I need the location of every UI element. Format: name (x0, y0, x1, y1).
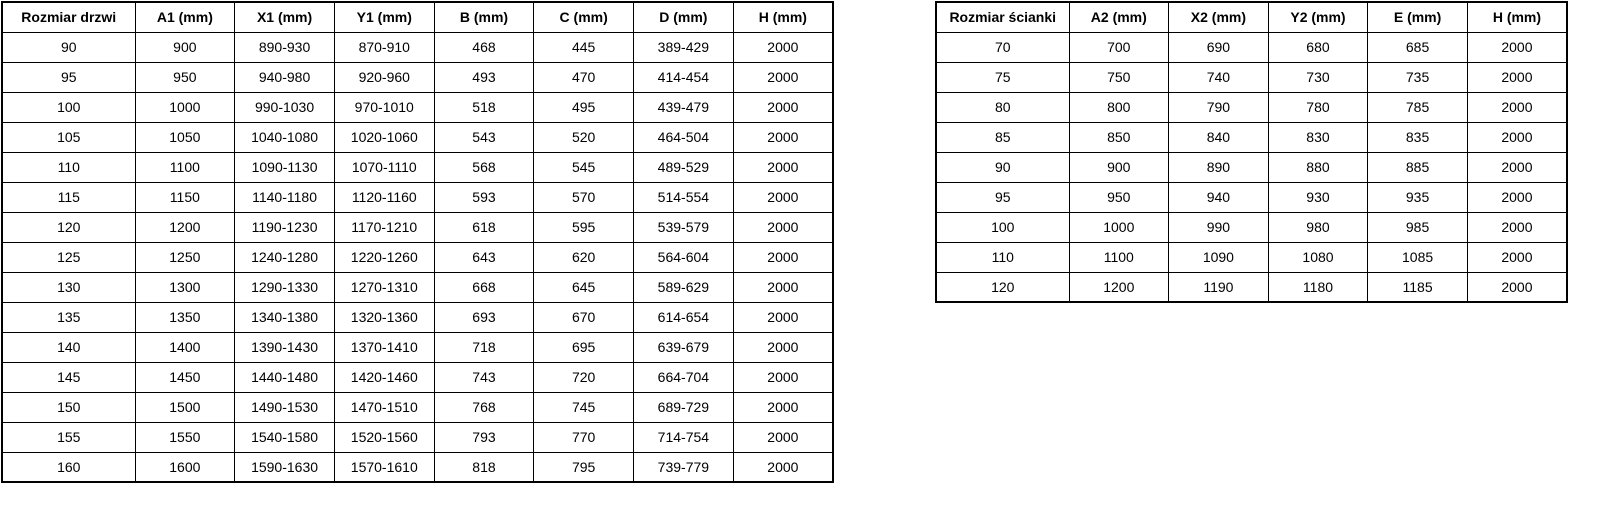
table-cell: 2000 (733, 362, 833, 392)
table-cell: 570 (534, 182, 634, 212)
table-row (2, 242, 833, 272)
table-row (2, 92, 833, 122)
table-row (936, 152, 1567, 182)
table-cell: 1270-1310 (334, 272, 434, 302)
table-cell: 489-529 (634, 152, 734, 182)
table-row (2, 182, 833, 212)
table-cell: 830 (1268, 122, 1368, 152)
table-cell: 2000 (1467, 92, 1567, 122)
table-cell: 495 (534, 92, 634, 122)
column-header: X2 (mm) (1169, 2, 1269, 32)
table-cell: 2000 (1467, 32, 1567, 62)
table-cell: 1570-1610 (334, 452, 434, 482)
table-cell: 735 (1368, 62, 1468, 92)
table-cell: 770 (534, 422, 634, 452)
table-cell: 1390-1430 (235, 332, 335, 362)
table-cell: 2000 (733, 62, 833, 92)
table-cell: 835 (1368, 122, 1468, 152)
table-cell: 493 (434, 62, 534, 92)
table-cell: 870-910 (334, 32, 434, 62)
table-cell: 743 (434, 362, 534, 392)
table-cell: 690 (1169, 32, 1269, 62)
table-row (936, 182, 1567, 212)
table-cell: 85 (936, 122, 1069, 152)
table-cell: 1320-1360 (334, 302, 434, 332)
table-cell: 2000 (733, 152, 833, 182)
table-cell: 685 (1368, 32, 1468, 62)
table-cell: 90 (2, 32, 135, 62)
table-cell: 790 (1169, 92, 1269, 122)
table-cell: 125 (2, 242, 135, 272)
table-cell: 2000 (733, 182, 833, 212)
table-cell: 990 (1169, 212, 1269, 242)
table-cell: 95 (2, 62, 135, 92)
table-cell: 110 (2, 152, 135, 182)
table-cell: 564-604 (634, 242, 734, 272)
column-header: Rozmiar ścianki (936, 2, 1069, 32)
header-row (936, 2, 1567, 32)
table-cell: 2000 (733, 302, 833, 332)
table-cell: 445 (534, 32, 634, 62)
table-cell: 130 (2, 272, 135, 302)
table-row (2, 212, 833, 242)
table-cell: 2000 (733, 272, 833, 302)
table-cell: 750 (1069, 62, 1169, 92)
table-cell: 2000 (1467, 152, 1567, 182)
column-header: X1 (mm) (235, 2, 335, 32)
table-row (2, 32, 833, 62)
column-header: H (mm) (1467, 2, 1567, 32)
table-cell: 1090-1130 (235, 152, 335, 182)
table-cell: 1250 (135, 242, 235, 272)
table-cell: 1090 (1169, 242, 1269, 272)
table-cell: 990-1030 (235, 92, 335, 122)
table-cell: 720 (534, 362, 634, 392)
table-cell: 718 (434, 332, 534, 362)
table-cell: 150 (2, 392, 135, 422)
table-cell: 1000 (1069, 212, 1169, 242)
table-cell: 1490-1530 (235, 392, 335, 422)
table-cell: 2000 (733, 92, 833, 122)
column-header: Y2 (mm) (1268, 2, 1368, 32)
table-cell: 514-554 (634, 182, 734, 212)
table-cell: 1520-1560 (334, 422, 434, 452)
table-cell: 950 (1069, 182, 1169, 212)
table-cell: 414-454 (634, 62, 734, 92)
table-cell: 1420-1460 (334, 362, 434, 392)
table-cell: 2000 (1467, 212, 1567, 242)
table-cell: 543 (434, 122, 534, 152)
table-row (936, 92, 1567, 122)
table-cell: 2000 (733, 422, 833, 452)
table-cell: 1470-1510 (334, 392, 434, 422)
table-cell: 920-960 (334, 62, 434, 92)
table-cell: 1190 (1169, 272, 1269, 302)
table-cell: 1000 (135, 92, 235, 122)
table-cell: 1540-1580 (235, 422, 335, 452)
table-cell: 2000 (1467, 272, 1567, 302)
table-cell: 620 (534, 242, 634, 272)
table-cell: 840 (1169, 122, 1269, 152)
table-cell: 793 (434, 422, 534, 452)
table-cell: 1300 (135, 272, 235, 302)
table-cell: 1370-1410 (334, 332, 434, 362)
table-cell: 2000 (733, 332, 833, 362)
table-cell: 589-629 (634, 272, 734, 302)
table-cell: 1220-1260 (334, 242, 434, 272)
table-cell: 70 (936, 32, 1069, 62)
table-cell: 614-654 (634, 302, 734, 332)
column-header: E (mm) (1368, 2, 1468, 32)
table-cell: 739-779 (634, 452, 734, 482)
table-cell: 1440-1480 (235, 362, 335, 392)
table-cell: 1200 (1069, 272, 1169, 302)
table-cell: 689-729 (634, 392, 734, 422)
table-row (2, 392, 833, 422)
column-header: Rozmiar drzwi (2, 2, 135, 32)
column-header: Y1 (mm) (334, 2, 434, 32)
table-cell: 1080 (1268, 242, 1368, 272)
table-cell: 850 (1069, 122, 1169, 152)
table-cell: 2000 (733, 452, 833, 482)
table-cell: 670 (534, 302, 634, 332)
table-cell: 464-504 (634, 122, 734, 152)
table-cell: 785 (1368, 92, 1468, 122)
table-cell: 1590-1630 (235, 452, 335, 482)
table-cell: 2000 (733, 32, 833, 62)
table-cell: 595 (534, 212, 634, 242)
table-cell: 2000 (1467, 62, 1567, 92)
table-cell: 950 (135, 62, 235, 92)
table-cell: 2000 (733, 212, 833, 242)
table-cell: 1100 (1069, 242, 1169, 272)
table-cell: 940-980 (235, 62, 335, 92)
table-cell: 80 (936, 92, 1069, 122)
table-cell: 1200 (135, 212, 235, 242)
table-cell: 95 (936, 182, 1069, 212)
column-header: D (mm) (634, 2, 734, 32)
table-cell: 90 (936, 152, 1069, 182)
table-row (936, 32, 1567, 62)
table-cell: 1070-1110 (334, 152, 434, 182)
table-row (936, 122, 1567, 152)
table-cell: 900 (135, 32, 235, 62)
table-cell: 520 (534, 122, 634, 152)
table-cell: 618 (434, 212, 534, 242)
table-cell: 2000 (733, 392, 833, 422)
table-cell: 539-579 (634, 212, 734, 242)
table-cell: 439-479 (634, 92, 734, 122)
table-cell: 639-679 (634, 332, 734, 362)
table-cell: 1240-1280 (235, 242, 335, 272)
table-row (2, 302, 833, 332)
table-cell: 100 (2, 92, 135, 122)
column-header: C (mm) (534, 2, 634, 32)
table-cell: 695 (534, 332, 634, 362)
table-cell: 1150 (135, 182, 235, 212)
table-row (2, 152, 833, 182)
table-cell: 120 (936, 272, 1069, 302)
column-header: B (mm) (434, 2, 534, 32)
table-row (936, 272, 1567, 302)
table-cell: 1040-1080 (235, 122, 335, 152)
table-row (936, 242, 1567, 272)
table-cell: 155 (2, 422, 135, 452)
door-size-table (1, 1, 834, 483)
table-cell: 1340-1380 (235, 302, 335, 332)
table-cell: 970-1010 (334, 92, 434, 122)
table-cell: 389-429 (634, 32, 734, 62)
table-cell: 593 (434, 182, 534, 212)
table-cell: 880 (1268, 152, 1368, 182)
table-cell: 568 (434, 152, 534, 182)
column-header: A2 (mm) (1069, 2, 1169, 32)
table-cell: 643 (434, 242, 534, 272)
table-cell: 745 (534, 392, 634, 422)
table-row (2, 272, 833, 302)
table-cell: 160 (2, 452, 135, 482)
table-cell: 1500 (135, 392, 235, 422)
table-row (2, 332, 833, 362)
table-cell: 1050 (135, 122, 235, 152)
table-cell: 105 (2, 122, 135, 152)
table-cell: 470 (534, 62, 634, 92)
column-header: A1 (mm) (135, 2, 235, 32)
table-cell: 935 (1368, 182, 1468, 212)
table-cell: 545 (534, 152, 634, 182)
table-cell: 110 (936, 242, 1069, 272)
wall-size-table (935, 1, 1568, 303)
table-cell: 2000 (1467, 242, 1567, 272)
table-cell: 1020-1060 (334, 122, 434, 152)
table-cell: 135 (2, 302, 135, 332)
table-cell: 1140-1180 (235, 182, 335, 212)
table-cell: 1185 (1368, 272, 1468, 302)
table-cell: 1450 (135, 362, 235, 392)
table-cell: 818 (434, 452, 534, 482)
table-cell: 795 (534, 452, 634, 482)
table-cell: 1190-1230 (235, 212, 335, 242)
table-row (2, 452, 833, 482)
table-cell: 900 (1069, 152, 1169, 182)
table-row (2, 362, 833, 392)
table-cell: 740 (1169, 62, 1269, 92)
table-cell: 980 (1268, 212, 1368, 242)
table-cell: 890-930 (235, 32, 335, 62)
table-row (2, 122, 833, 152)
table-cell: 468 (434, 32, 534, 62)
table-cell: 700 (1069, 32, 1169, 62)
table-cell: 1180 (1268, 272, 1368, 302)
table-cell: 800 (1069, 92, 1169, 122)
table-row (936, 212, 1567, 242)
table-cell: 780 (1268, 92, 1368, 122)
table-row (2, 422, 833, 452)
table-cell: 714-754 (634, 422, 734, 452)
table-cell: 1100 (135, 152, 235, 182)
table-cell: 645 (534, 272, 634, 302)
header-row (2, 2, 833, 32)
table-cell: 1350 (135, 302, 235, 332)
table-cell: 985 (1368, 212, 1468, 242)
table-cell: 1170-1210 (334, 212, 434, 242)
table-cell: 75 (936, 62, 1069, 92)
table-cell: 693 (434, 302, 534, 332)
table-cell: 885 (1368, 152, 1468, 182)
table-cell: 1290-1330 (235, 272, 335, 302)
table-cell: 2000 (733, 122, 833, 152)
table-cell: 664-704 (634, 362, 734, 392)
table-cell: 680 (1268, 32, 1368, 62)
table-row (936, 62, 1567, 92)
column-header: H (mm) (733, 2, 833, 32)
table-cell: 2000 (733, 242, 833, 272)
table-cell: 145 (2, 362, 135, 392)
table-cell: 730 (1268, 62, 1368, 92)
table-cell: 1085 (1368, 242, 1468, 272)
table-cell: 2000 (1467, 122, 1567, 152)
table-cell: 100 (936, 212, 1069, 242)
table-cell: 120 (2, 212, 135, 242)
table-cell: 668 (434, 272, 534, 302)
table-cell: 140 (2, 332, 135, 362)
table-cell: 1600 (135, 452, 235, 482)
table-cell: 1120-1160 (334, 182, 434, 212)
table-cell: 890 (1169, 152, 1269, 182)
table-cell: 518 (434, 92, 534, 122)
table-cell: 930 (1268, 182, 1368, 212)
table-row (2, 62, 833, 92)
table-cell: 2000 (1467, 182, 1567, 212)
table-cell: 115 (2, 182, 135, 212)
table-cell: 1400 (135, 332, 235, 362)
table-cell: 940 (1169, 182, 1269, 212)
table-cell: 768 (434, 392, 534, 422)
table-cell: 1550 (135, 422, 235, 452)
